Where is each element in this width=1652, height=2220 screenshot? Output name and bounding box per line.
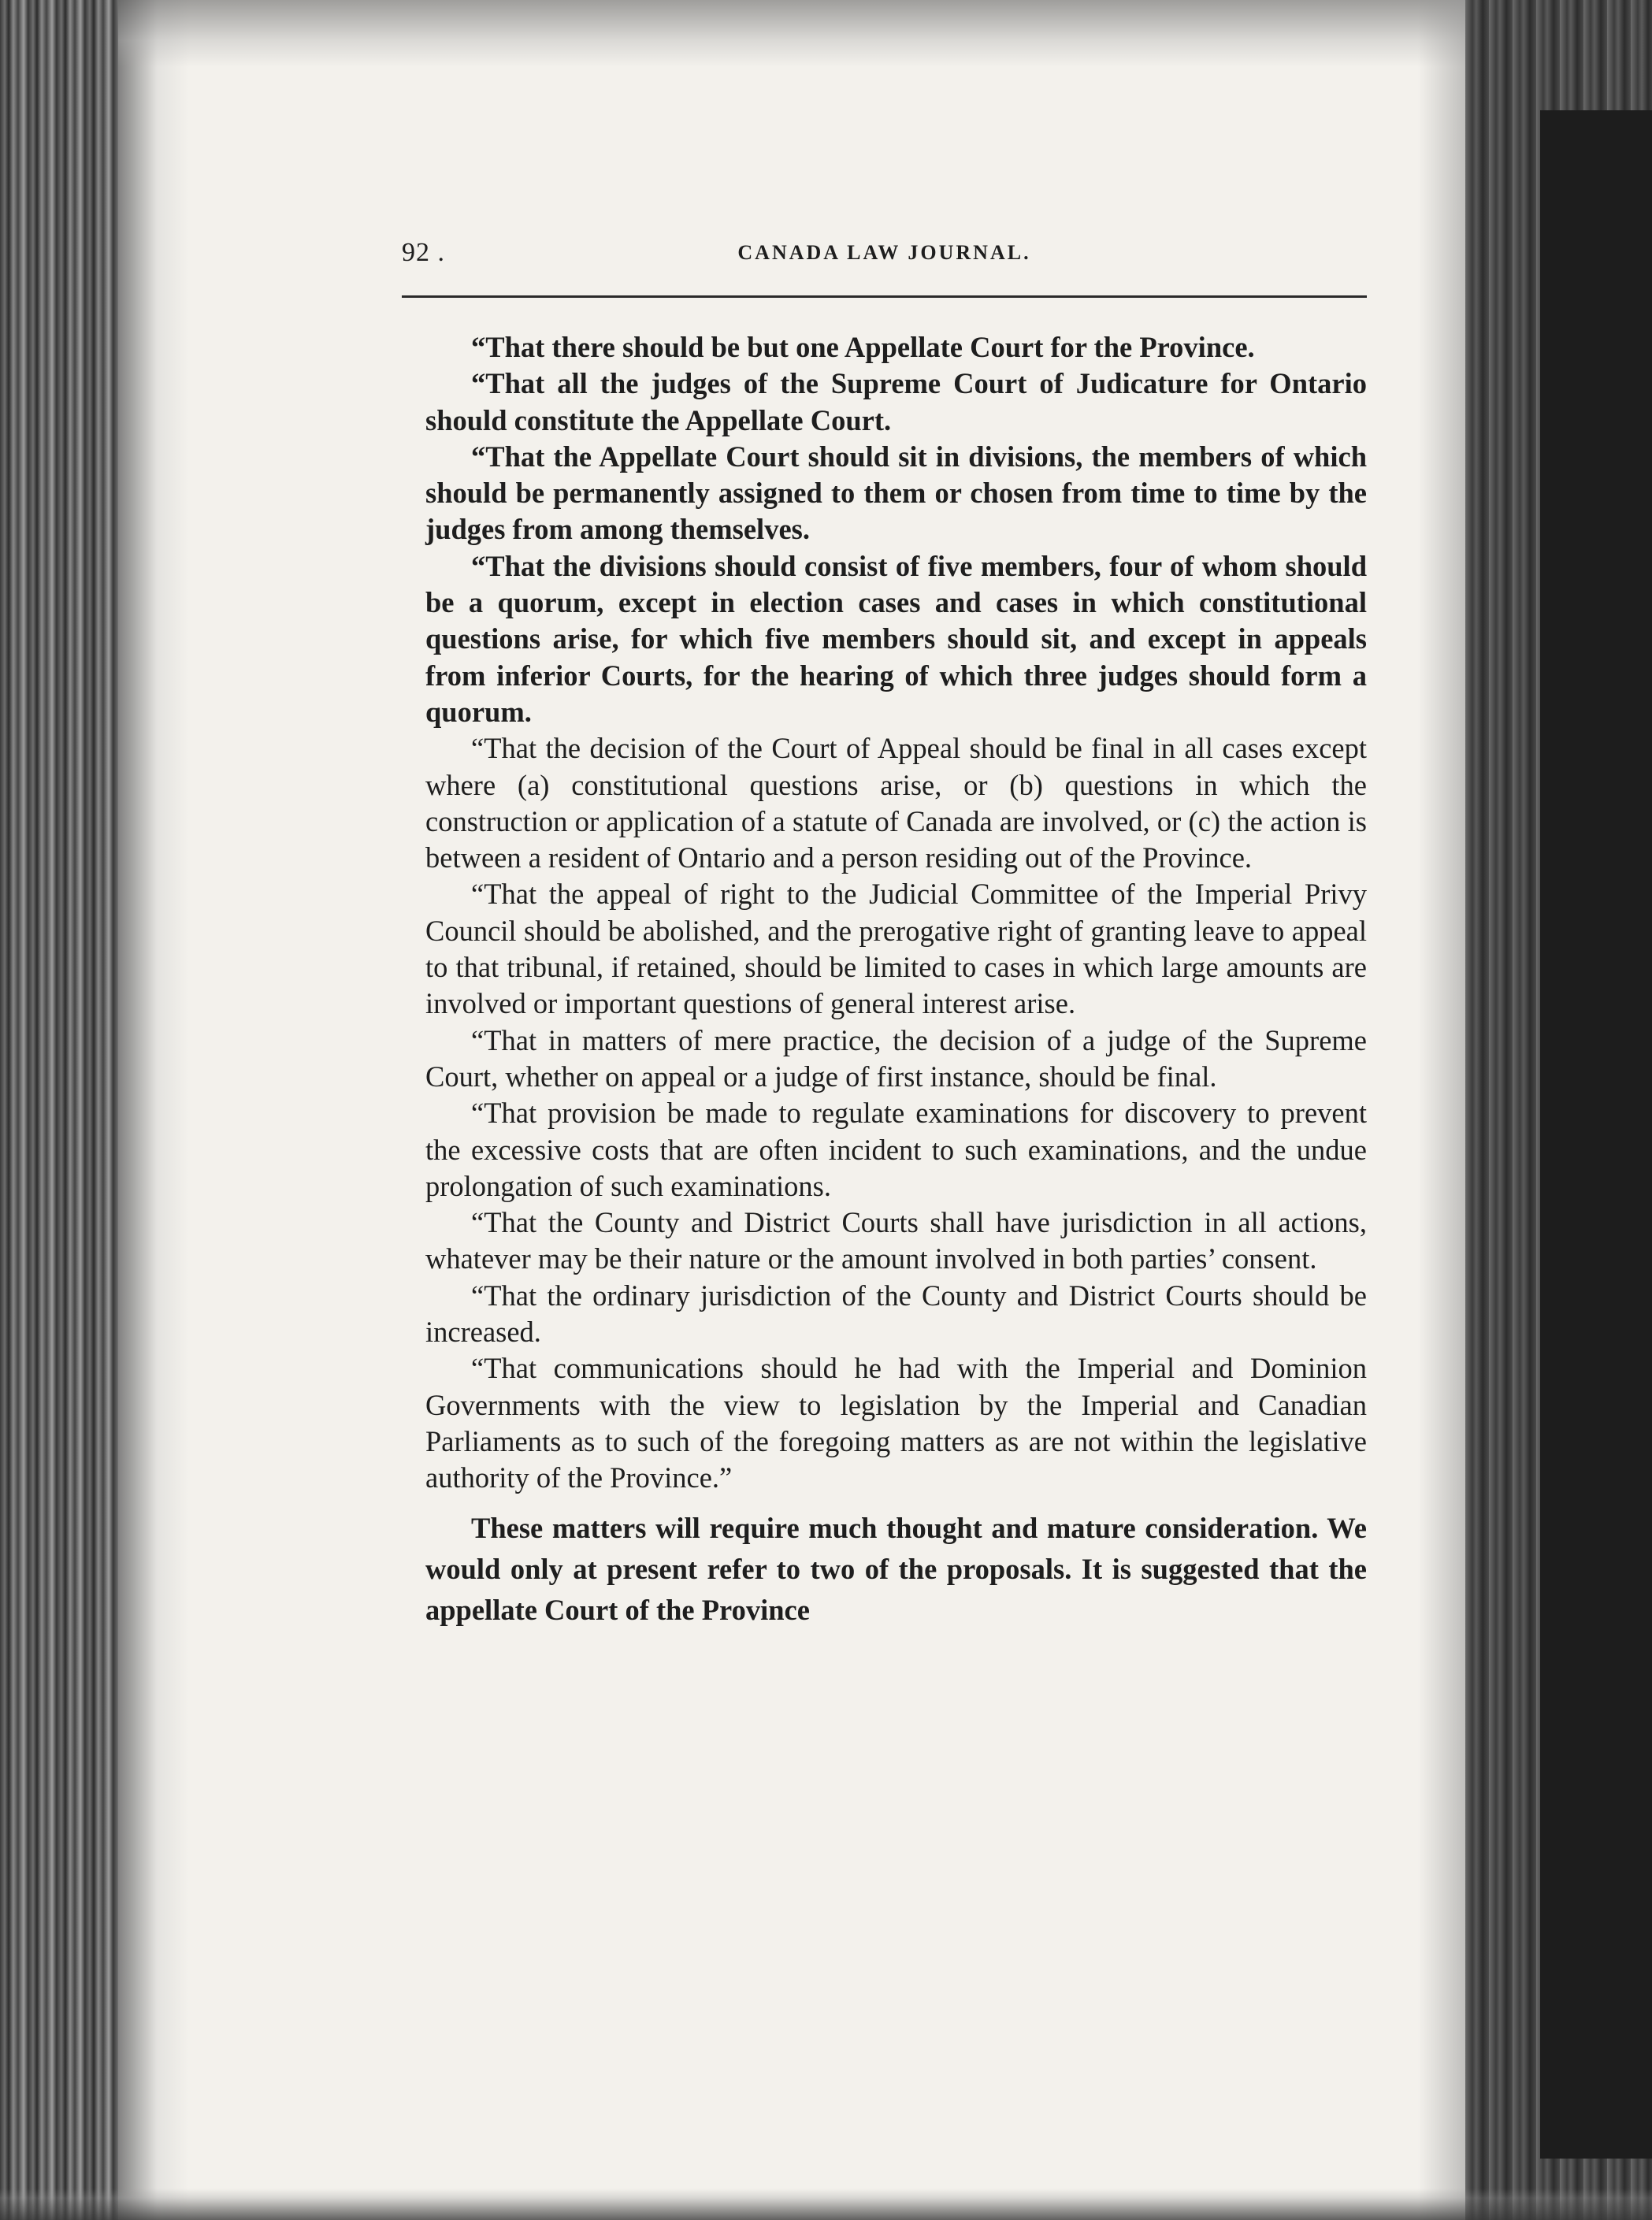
resolution-paragraph: “That all the judges of the Supreme Court of Judicature for Ontario should constitute the Appellate Court.: [425, 367, 1367, 436]
resolution-paragraph: “That in matters of mere practice, the decision of a judge of the Supreme Court, whether on appeal or a judge of first instance, should be final.: [425, 1023, 1367, 1093]
resolution-paragraph: “That communications should he had with the Imperial and Dominion Governments with the view to legislation by the Imperial and Canadian Parliaments as to such of the foregoing matters as are not within the legislative authority of the Province.”: [425, 1352, 1367, 1494]
scan-binding-right-dark: [1540, 110, 1652, 2159]
closing-paragraph: These matters will require much thought and mature consideration. We would only at present refer to two of the proposals. It is suggested that the appellate Court of the Province: [425, 1511, 1367, 1626]
running-head: CANADA LAW JOURNAL.: [737, 241, 1031, 264]
scan-binding-left: [0, 0, 118, 2220]
scan-shadow-bottom: [0, 2188, 1652, 2220]
header-rule: [402, 295, 1367, 298]
resolution-paragraph: “That the divisions should consist of five members, four of whom should be a quorum, except in election cases and cases in which constitutional questions arise, for which five members should sit, and except in appeals from inferior Courts, for the hearing of which three judges should form a quorum.: [425, 549, 1367, 728]
scan-shadow-right: [1418, 0, 1465, 2220]
scan-shadow-left: [118, 0, 189, 2220]
page-header: [402, 238, 1367, 277]
page-number: 92 .: [402, 238, 445, 267]
resolution-paragraph: “That provision be made to regulate examinations for discovery to prevent the excessive costs that are often incident to such examinations, and the undue prolongation of such examinations.: [425, 1097, 1367, 1202]
resolution-paragraph: “That the County and District Courts shall have jurisdiction in all actions, whatever may be their nature or the amount involved in both parties’ consent.: [425, 1206, 1367, 1275]
resolution-paragraph: “That the Appellate Court should sit in divisions, the members of which should be permanently assigned to them or chosen from time to time by the judges from among themselves.: [425, 440, 1367, 546]
resolution-paragraph: “That the decision of the Court of Appeal should be final in all cases except where (a) constitutional questions arise, or (b) questions in which the construction or application of a statute of Canada are involved, or (c) the action is between a resident of Ontario and a person residing out of the Province.: [425, 732, 1367, 874]
body-text: [425, 329, 1367, 1631]
resolution-paragraph: “That the appeal of right to the Judicial Committee of the Imperial Privy Council should be abolished, and the prerogative right of granting leave to appeal to that tribunal, if retained, should be limited to cases in which large amounts are involved or important questions of general interest arise.: [425, 878, 1367, 1020]
scan-shadow-top: [118, 0, 1473, 67]
resolution-paragraph: “That there should be but one Appellate Court for the Province.: [471, 331, 1255, 363]
resolution-paragraph: “That the ordinary jurisdiction of the County and District Courts should be increased.: [425, 1279, 1367, 1349]
